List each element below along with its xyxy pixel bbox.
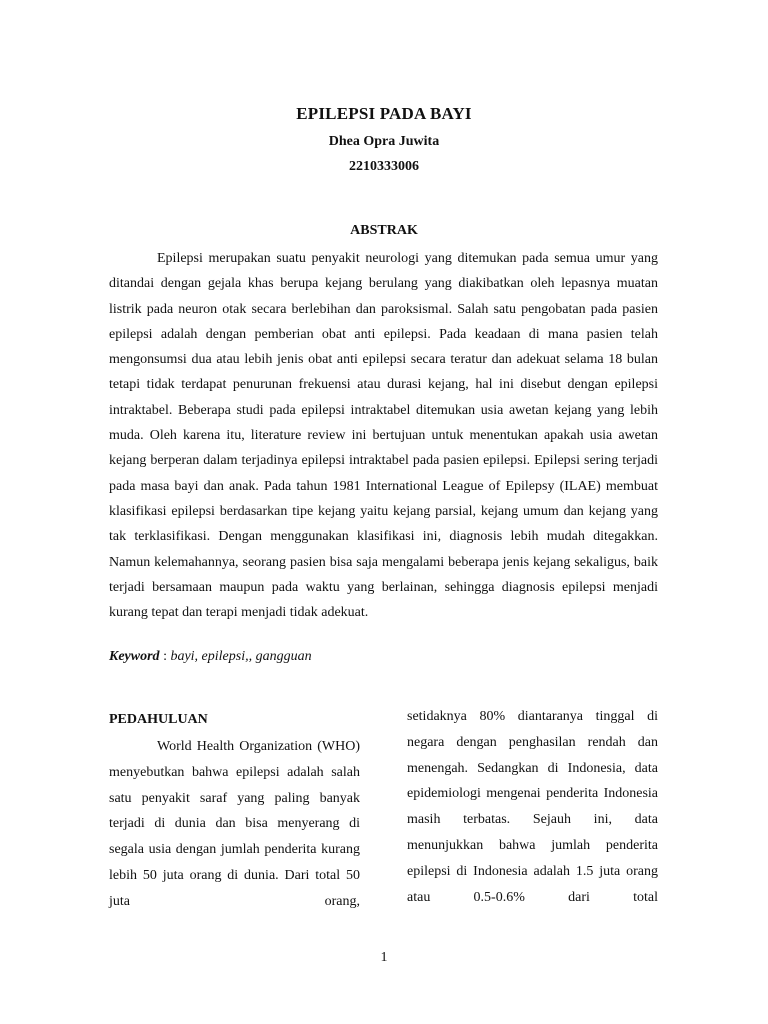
keywords-line [109, 649, 658, 665]
student-id: 2210333006 [349, 159, 419, 174]
right-column [407, 704, 658, 910]
abstract-text: Epilepsi merupakan suatu penyakit neurologi yang ditemukan pada semua umur yang ditandai dengan gejala khas berupa kejang berulang yang diakibatkan oleh lepasnya muatan listrik pada neuron otak secara berlebihan dan paroksismal. Salah satu pengobatan pada pasien epilepsi adalah dengan pemberian obat anti epilepsi. Pada keadaan di mana pasien telah mengonsumsi dua atau lebih jenis obat anti epilepsi secara teratur dan adekuat selama 18 bulan tetapi tidak terdapat penurunan frekuensi atau durasi kejang, hal ini disebut dengan epilepsi intraktabel. Beberapa studi pada epilepsi intraktabel ditemukan usia awetan kejang yang lebih muda. Oleh karena itu, literature review ini bertujuan untuk menentukan apakah usia awetan kejang berperan dalam terjadinya epilepsi intraktabel pada pasien epilepsi. Epilepsi sering terjadi pada masa bayi dan anak. Pada tahun 1981 International League of Epilepsy (ILAE) membuat klasifikasi epilepsi berdasarkan tipe kejang yaitu kejang parsial, kejang umum dan kejang yang tak terklasifikasi. Dengan menggunakan klasifikasi ini, diagnosis lebih mudah ditegakkan. Namun kelemahannya, seorang pasien bisa saja mengalami beberapa jenis kejang sekaligus, baik terjadi bersamaan maupun pada waktu yang berlainan, sehingga diagnosis epilepsi menjadi kurang tepat dan terapi menjadi tidak adekuat. [109, 251, 658, 621]
abstract-heading: ABSTRAK [350, 223, 418, 238]
introduction-left-text: World Health Organization (WHO) menyebutkan bahwa epilepsi adalah salah satu penyakit saraf yang paling banyak terjadi di dunia dan bisa menyerang di segala usia dengan jumlah penderita kurang lebih 50 juta orang di dunia. Dari total 50 juta orang, [109, 739, 360, 909]
introduction-heading: PEDAHULUAN [109, 712, 208, 727]
keyword-values: bayi, epilepsi,, gangguan [170, 649, 312, 664]
paper-title: EPILEPSI PADA BAYI [296, 104, 472, 123]
page-number: 1 [380, 950, 388, 965]
author-name: Dhea Opra Juwita [328, 134, 440, 149]
keyword-label: Keyword [109, 649, 160, 664]
keyword-separator: : [159, 649, 171, 664]
left-column [109, 710, 360, 915]
introduction-right-text: setidaknya 80% diantaranya tinggal di negara dengan penghasilan rendah dan menengah. Sedangkan di Indonesia, data epidemiologi mengenai penderita Indonesia masih terbatas. Sejauh ini, data menunjukkan bahwa jumlah penderita epilepsi di Indonesia adalah 1.5 juta orang atau 0.5-0.6% dari total [407, 709, 658, 905]
